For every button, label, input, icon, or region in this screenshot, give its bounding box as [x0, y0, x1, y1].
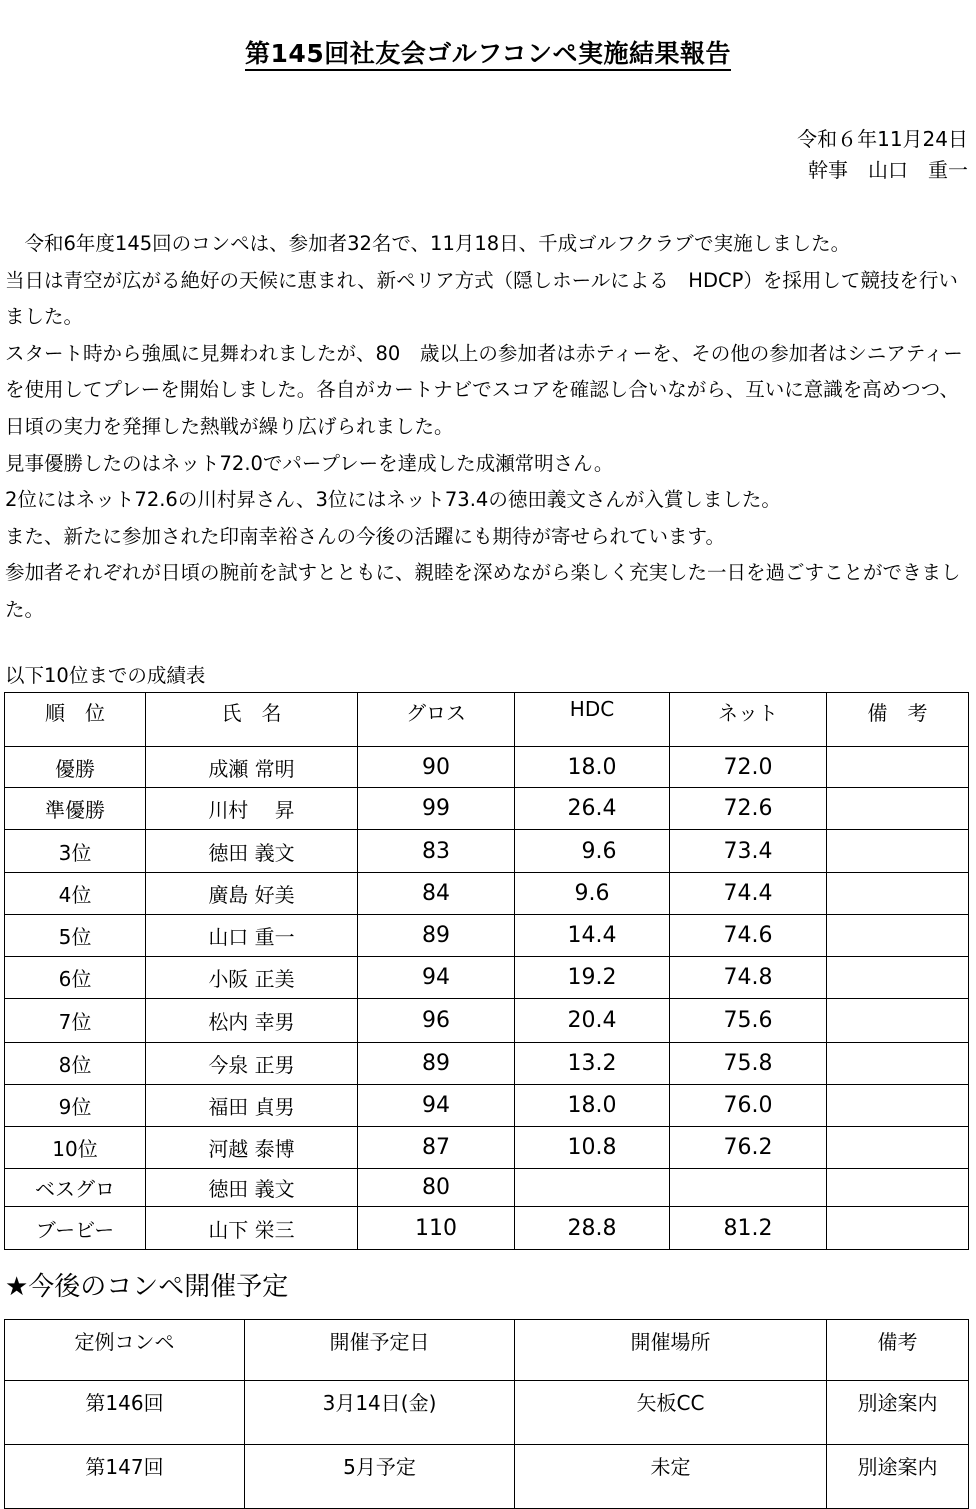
results-cell: 10.8: [515, 1127, 670, 1169]
schedule-cell: 矢板CC: [515, 1381, 827, 1445]
results-cell: 74.6: [670, 915, 827, 957]
results-row: [5, 830, 969, 873]
results-cell: 河越 泰博: [146, 1127, 358, 1169]
results-cell: 72.6: [670, 788, 827, 830]
schedule-header-cell: 開催場所: [515, 1320, 827, 1381]
results-cell: 72.0: [670, 747, 827, 788]
results-caption: 以下10位までの成績表: [5, 664, 206, 687]
results-cell: 9位: [5, 1085, 146, 1127]
results-cell: 94: [358, 1085, 515, 1127]
schedule-title: ★今後のコンペ開催予定: [5, 1272, 289, 1302]
schedule-cell: 別途案内: [827, 1445, 969, 1509]
results-row: [5, 999, 969, 1043]
results-cell: 徳田 義文: [146, 1169, 358, 1207]
results-cell: 9.6: [515, 830, 670, 873]
results-cell: 84: [358, 873, 515, 915]
paragraph: また、新たに参加された印南幸裕さんの今後の活躍にも期待が寄せられています。: [5, 524, 725, 548]
results-cell: 福田 貞男: [146, 1085, 358, 1127]
results-cell: 優勝: [5, 747, 146, 788]
results-cell: 13.2: [515, 1043, 670, 1085]
date-block: [797, 124, 968, 186]
schedule-header-cell: 備考: [827, 1320, 969, 1381]
results-cell: 18.0: [515, 1085, 670, 1127]
results-cell: 28.8: [515, 1207, 670, 1250]
results-header-row: [5, 693, 969, 747]
results-cell: ブービー: [5, 1207, 146, 1250]
results-cell: 75.8: [670, 1043, 827, 1085]
results-cell: [827, 999, 969, 1043]
results-cell: [827, 1127, 969, 1169]
results-cell: 81.2: [670, 1207, 827, 1250]
results-cell: 9.6: [515, 873, 670, 915]
schedule-table: [4, 1319, 969, 1509]
results-header-cell: ネット: [670, 693, 827, 747]
results-cell: 10位: [5, 1127, 146, 1169]
results-cell: [827, 830, 969, 873]
results-cell: 松内 幸男: [146, 999, 358, 1043]
results-cell: ベスグロ: [5, 1169, 146, 1207]
results-cell: 74.4: [670, 873, 827, 915]
results-cell: 4位: [5, 873, 146, 915]
results-cell: 8位: [5, 1043, 146, 1085]
schedule-header-row: [5, 1320, 969, 1381]
results-cell: 96: [358, 999, 515, 1043]
page-title: [0, 34, 976, 70]
results-cell: [827, 1169, 969, 1207]
report-author: 幹事 山口 重一: [808, 158, 968, 182]
schedule-body: [5, 1381, 969, 1509]
results-cell: 87: [358, 1127, 515, 1169]
results-cell: 山下 栄三: [146, 1207, 358, 1250]
results-row: [5, 957, 969, 999]
results-row: [5, 747, 969, 788]
results-cell: 5位: [5, 915, 146, 957]
results-cell: 20.4: [515, 999, 670, 1043]
results-cell: [827, 1043, 969, 1085]
paragraph: 当日は青空が広がる絶好の天候に恵まれ、新ペリア方式（隠しホールによる HDCP）を採用して競技を行いました。: [5, 268, 958, 329]
paragraph: 令和6年度145回のコンペは、参加者32名で、11月18日、千成ゴルフクラブで実施しました。: [24, 232, 851, 255]
results-cell: [827, 873, 969, 915]
results-cell: [827, 747, 969, 788]
results-cell: 89: [358, 1043, 515, 1085]
results-header-cell: グロス: [358, 693, 515, 747]
results-cell: 83: [358, 830, 515, 873]
results-cell: 今泉 正男: [146, 1043, 358, 1085]
results-cell: 6位: [5, 957, 146, 999]
results-header-cell: HDC: [515, 693, 670, 747]
results-row: [5, 1085, 969, 1127]
results-cell: 3位: [5, 830, 146, 873]
results-cell: 75.6: [670, 999, 827, 1043]
report-date: 令和６年11月24日: [797, 127, 968, 151]
results-cell: 7位: [5, 999, 146, 1043]
results-row: [5, 1043, 969, 1085]
schedule-header-cell: 定例コンペ: [5, 1320, 245, 1381]
results-cell: 99: [358, 788, 515, 830]
results-cell: 14.4: [515, 915, 670, 957]
results-cell: 成瀬 常明: [146, 747, 358, 788]
results-cell: [827, 957, 969, 999]
results-cell: 川村 昇: [146, 788, 358, 830]
results-header-cell: 氏 名: [146, 693, 358, 747]
schedule-cell: 未定: [515, 1445, 827, 1509]
results-cell: 準優勝: [5, 788, 146, 830]
results-row: [5, 1169, 969, 1207]
results-row: [5, 1207, 969, 1250]
results-row: [5, 1127, 969, 1169]
results-cell: 山口 重一: [146, 915, 358, 957]
results-cell: 110: [358, 1207, 515, 1250]
paragraph: 参加者それぞれが日頃の腕前を試すとともに、親睦を深めながら楽しく充実した一日を過ごすことができました。: [5, 561, 961, 621]
results-header-cell: 順 位: [5, 693, 146, 747]
results-cell: 76.2: [670, 1127, 827, 1169]
results-cell: 94: [358, 957, 515, 999]
schedule-row: [5, 1445, 969, 1509]
results-cell: [670, 1169, 827, 1207]
schedule-cell: 第146回: [5, 1381, 245, 1445]
schedule-header-cell: 開催予定日: [245, 1320, 515, 1381]
paragraph: スタート時から強風に見舞われましたが、80 歳以上の参加者は赤ティーを、その他の参加者はシニアティーを使用してプレーを開始しました。各自がカートナビでスコアを確認し合いながら、互いに意識を高めつつ、日頃の実力を発揮した熱戦が繰り広げられました。: [5, 341, 963, 438]
paragraph: 見事優勝したのはネット72.0でパープレーを達成した成瀬常明さん。: [5, 451, 614, 475]
schedule-cell: 5月予定: [245, 1445, 515, 1509]
results-cell: [515, 1169, 670, 1207]
results-cell: 89: [358, 915, 515, 957]
results-cell: 26.4: [515, 788, 670, 830]
results-row: [5, 873, 969, 915]
results-body: [5, 747, 969, 1250]
schedule-cell: 別途案内: [827, 1381, 969, 1445]
results-row: [5, 915, 969, 957]
results-cell: 73.4: [670, 830, 827, 873]
results-cell: 徳田 義文: [146, 830, 358, 873]
results-cell: 19.2: [515, 957, 670, 999]
results-cell: 76.0: [670, 1085, 827, 1127]
results-cell: 80: [358, 1169, 515, 1207]
page-title-text: 第145回社友会ゴルフコンペ実施結果報告: [245, 39, 731, 71]
results-cell: 廣島 好美: [146, 873, 358, 915]
results-header-cell: 備 考: [827, 693, 969, 747]
schedule-cell: 3月14日(金): [245, 1381, 515, 1445]
results-cell: [827, 1085, 969, 1127]
results-cell: 74.8: [670, 957, 827, 999]
results-cell: [827, 1207, 969, 1250]
results-cell: [827, 915, 969, 957]
schedule-cell: 第147回: [5, 1445, 245, 1509]
paragraph: 2位にはネット72.6の川村昇さん、3位にはネット73.4の徳田義文さんが入賞しました。: [5, 488, 781, 512]
results-cell: 18.0: [515, 747, 670, 788]
schedule-row: [5, 1381, 969, 1445]
results-row: [5, 788, 969, 830]
results-cell: 小阪 正美: [146, 957, 358, 999]
results-cell: 90: [358, 747, 515, 788]
report-body: [5, 226, 971, 629]
results-table: [4, 692, 969, 1250]
results-cell: [827, 788, 969, 830]
